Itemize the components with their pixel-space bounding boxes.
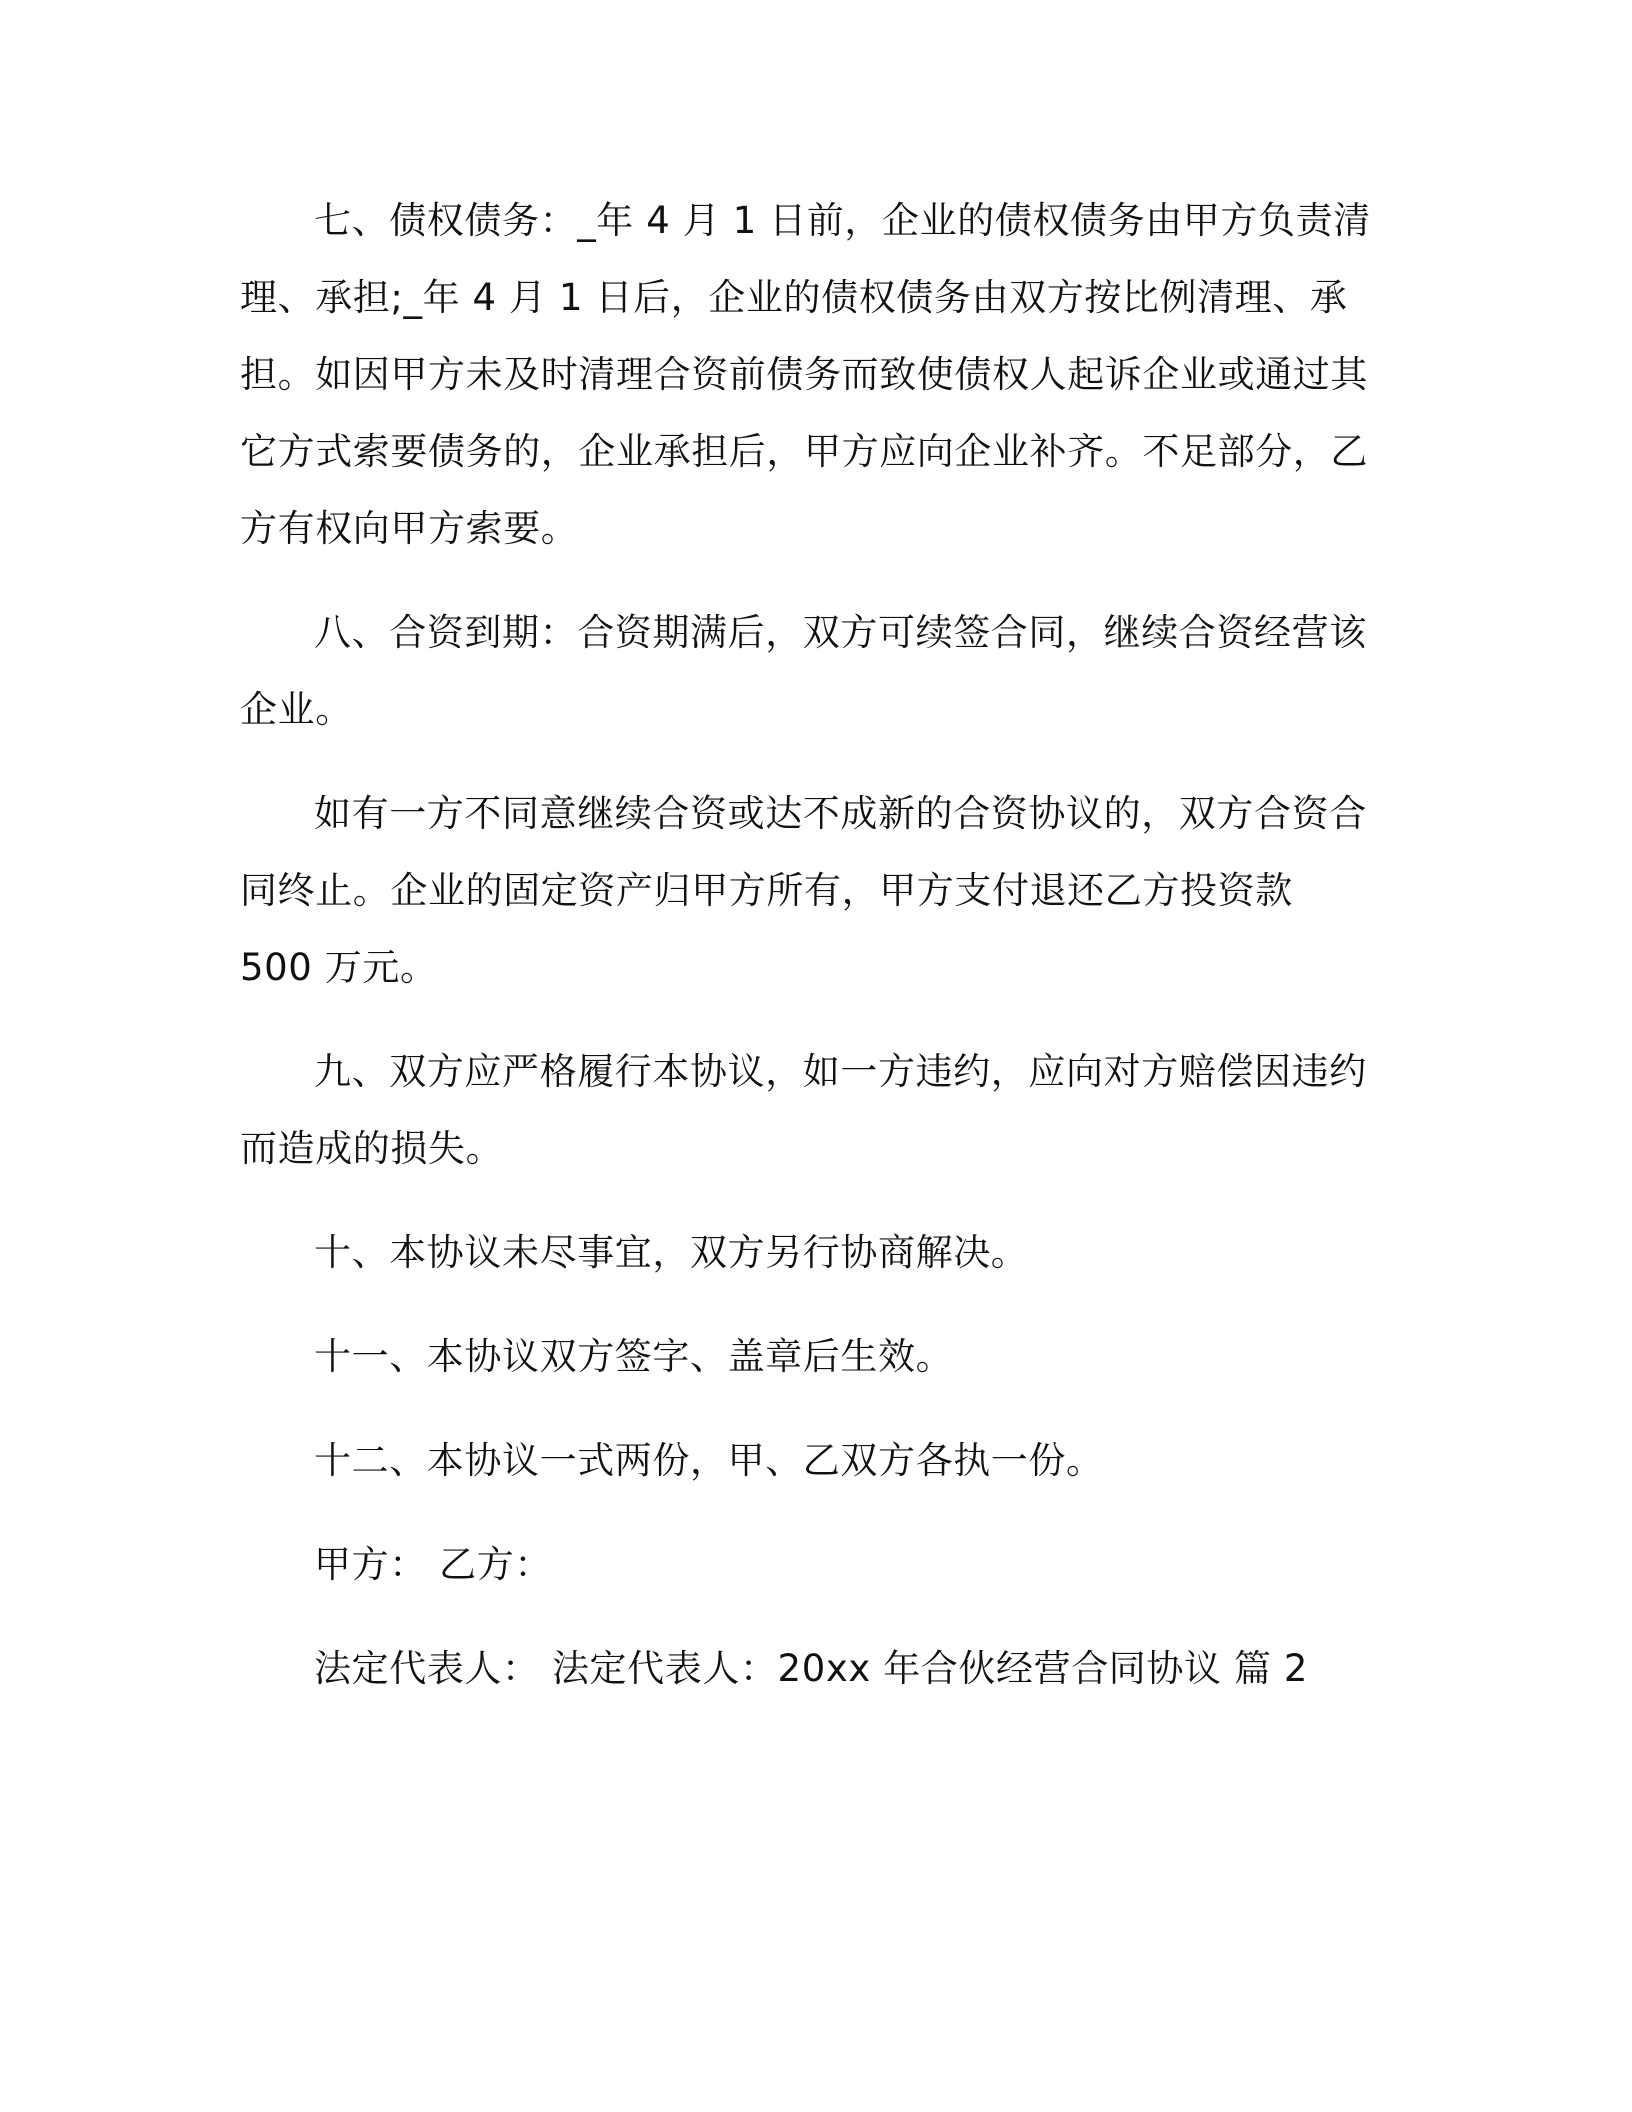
legal-representative-line: 法定代表人： 法定代表人：20xx 年合伙经营合同协议 篇 2 <box>314 1647 1309 1690</box>
clause-10-other-matters: 十、本协议未尽事宜，双方另行协商解决。 <box>314 1231 1029 1274</box>
clause-12-copies: 十二、本协议一式两份，甲、乙双方各执一份。 <box>314 1439 1104 1482</box>
document-body <box>240 182 1376 1734</box>
clause-7-debts: 七、债权债务：_年 4 月 1 日前，企业的债权债务由甲方负责清理、承担;_年 4 月 1 日后，企业的债权债务由双方按比例清理、承担。如因甲方未及时清理合资前债务而致使债权人起诉企业或通过其它方式索要债务的，企业承担后，甲方应向企业补齐。不足部分，乙方有权向甲方索要。 <box>240 199 1371 550</box>
clause-8-termination: 如有一方不同意继续合资或达不成新的合资协议的，双方合资合同终止。企业的固定资产归甲方所有，甲方支付退还乙方投资款 500 万元。 <box>240 792 1367 989</box>
clause-9-breach: 九、双方应严格履行本协议，如一方违约，应向对方赔偿因违约而造成的损失。 <box>240 1050 1367 1170</box>
clause-11-effective: 十一、本协议双方签字、盖章后生效。 <box>314 1335 954 1378</box>
party-signature-line: 甲方： 乙方： <box>314 1543 552 1586</box>
clause-8-expiry: 八、合资到期：合资期满后，双方可续签合同，继续合资经营该企业。 <box>240 611 1367 731</box>
